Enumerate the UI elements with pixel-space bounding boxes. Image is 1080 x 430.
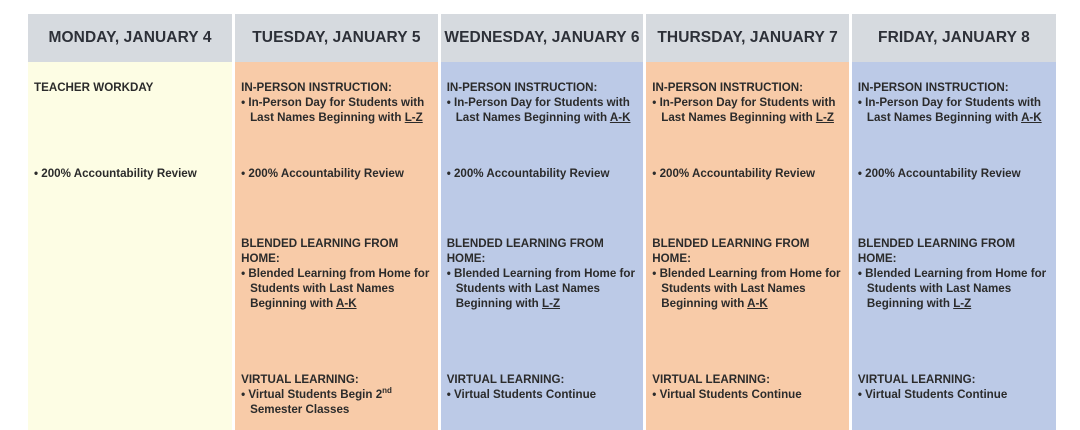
header-friday: FRIDAY, JANUARY 8 [850,14,1056,62]
virtual-text-b: Semester Classes [250,403,350,416]
inperson-heading: IN-PERSON INSTRUCTION: [652,81,803,94]
blended-heading: BLENDED LEARNING FROM HOME: [446,237,604,265]
cell-thursday [645,62,851,430]
blended-block [447,236,640,311]
inperson-heading: IN-PERSON INSTRUCTION: [857,81,1009,94]
review-item: • 200% Accountability Review [652,166,845,181]
inperson-text: In-Person Day for Students with Last Names Beginning with [453,96,630,124]
virtual-heading: VIRTUAL LEARNING: [652,373,770,386]
virtual-item: • Virtual Students Continue [447,387,640,402]
cropped-title-strip [0,0,1080,14]
inperson-range: A-K [1021,111,1042,124]
blended-item [447,266,640,311]
virtual-heading: VIRTUAL LEARNING: [446,373,565,386]
inperson-text: In-Person Day for Students with Last Names Beginning with [248,96,425,124]
virtual-block [652,372,845,402]
inperson-heading: IN-PERSON INSTRUCTION: [446,81,598,94]
virtual-item [241,387,434,417]
review-item: • 200% Accountability Review [241,166,434,181]
inperson-item [858,95,1052,125]
inperson-block [447,80,640,125]
inperson-range: A-K [609,111,631,124]
blended-heading: BLENDED LEARNING FROM HOME: [241,237,399,265]
blended-text: Blended Learning from Home for Students with Last Names Beginning with [865,267,1047,310]
header-wednesday: WEDNESDAY, JANUARY 6 [439,14,645,62]
virtual-block [858,372,1052,402]
cell-wednesday [439,62,645,430]
blended-block [652,236,845,311]
inperson-block [652,80,845,125]
review-item: • 200% Accountability Review [447,166,640,181]
cell-monday [28,62,234,430]
virtual-text-a: Virtual Students Begin 2 [248,388,383,401]
inperson-item [652,95,845,125]
blended-item [241,266,434,311]
header-thursday: THURSDAY, JANUARY 7 [645,14,851,62]
blended-heading: BLENDED LEARNING FROM HOME: [857,237,1016,265]
cell-tuesday [234,62,440,430]
blended-item [858,266,1052,311]
blended-text: Blended Learning from Home for Students with Last Names Beginning with [453,267,635,310]
virtual-item: • Virtual Students Continue [858,387,1052,402]
weekly-schedule-table [28,14,1056,430]
virtual-heading: VIRTUAL LEARNING: [241,373,359,386]
virtual-superscript: nd [382,386,392,396]
inperson-heading: IN-PERSON INSTRUCTION: [241,81,392,94]
blended-heading: BLENDED LEARNING FROM HOME: [652,237,810,265]
blended-range: L-Z [953,297,972,310]
blended-item [652,266,845,311]
inperson-range: L-Z [815,111,834,124]
cell-friday [850,62,1056,430]
header-tuesday: TUESDAY, JANUARY 5 [234,14,440,62]
blended-range: L-Z [542,297,561,310]
teacher-workday-label: TEACHER WORKDAY [34,81,154,94]
blended-block [858,236,1052,311]
review-item: • 200% Accountability Review [34,166,228,181]
inperson-block [241,80,434,125]
blended-range: A-K [747,297,768,310]
blended-text: Blended Learning from Home for Students with Last Names Beginning with [248,267,430,310]
inperson-text: In-Person Day for Students with Last Names Beginning with [865,96,1042,124]
inperson-item [241,95,434,125]
header-row [28,14,1056,62]
virtual-block [447,372,640,402]
inperson-block [858,80,1052,125]
header-monday: MONDAY, JANUARY 4 [28,14,234,62]
inperson-range: L-Z [404,111,423,124]
blended-block [241,236,434,311]
virtual-heading: VIRTUAL LEARNING: [857,373,976,386]
inperson-item [447,95,640,125]
review-item: • 200% Accountability Review [858,166,1052,181]
inperson-text: In-Person Day for Students with Last Names Beginning with [659,96,836,124]
blended-range: A-K [335,297,357,310]
virtual-item: • Virtual Students Continue [652,387,845,402]
virtual-block [241,372,434,417]
blended-text: Blended Learning from Home for Students with Last Names Beginning with [659,267,841,310]
schedule-row [28,62,1056,430]
